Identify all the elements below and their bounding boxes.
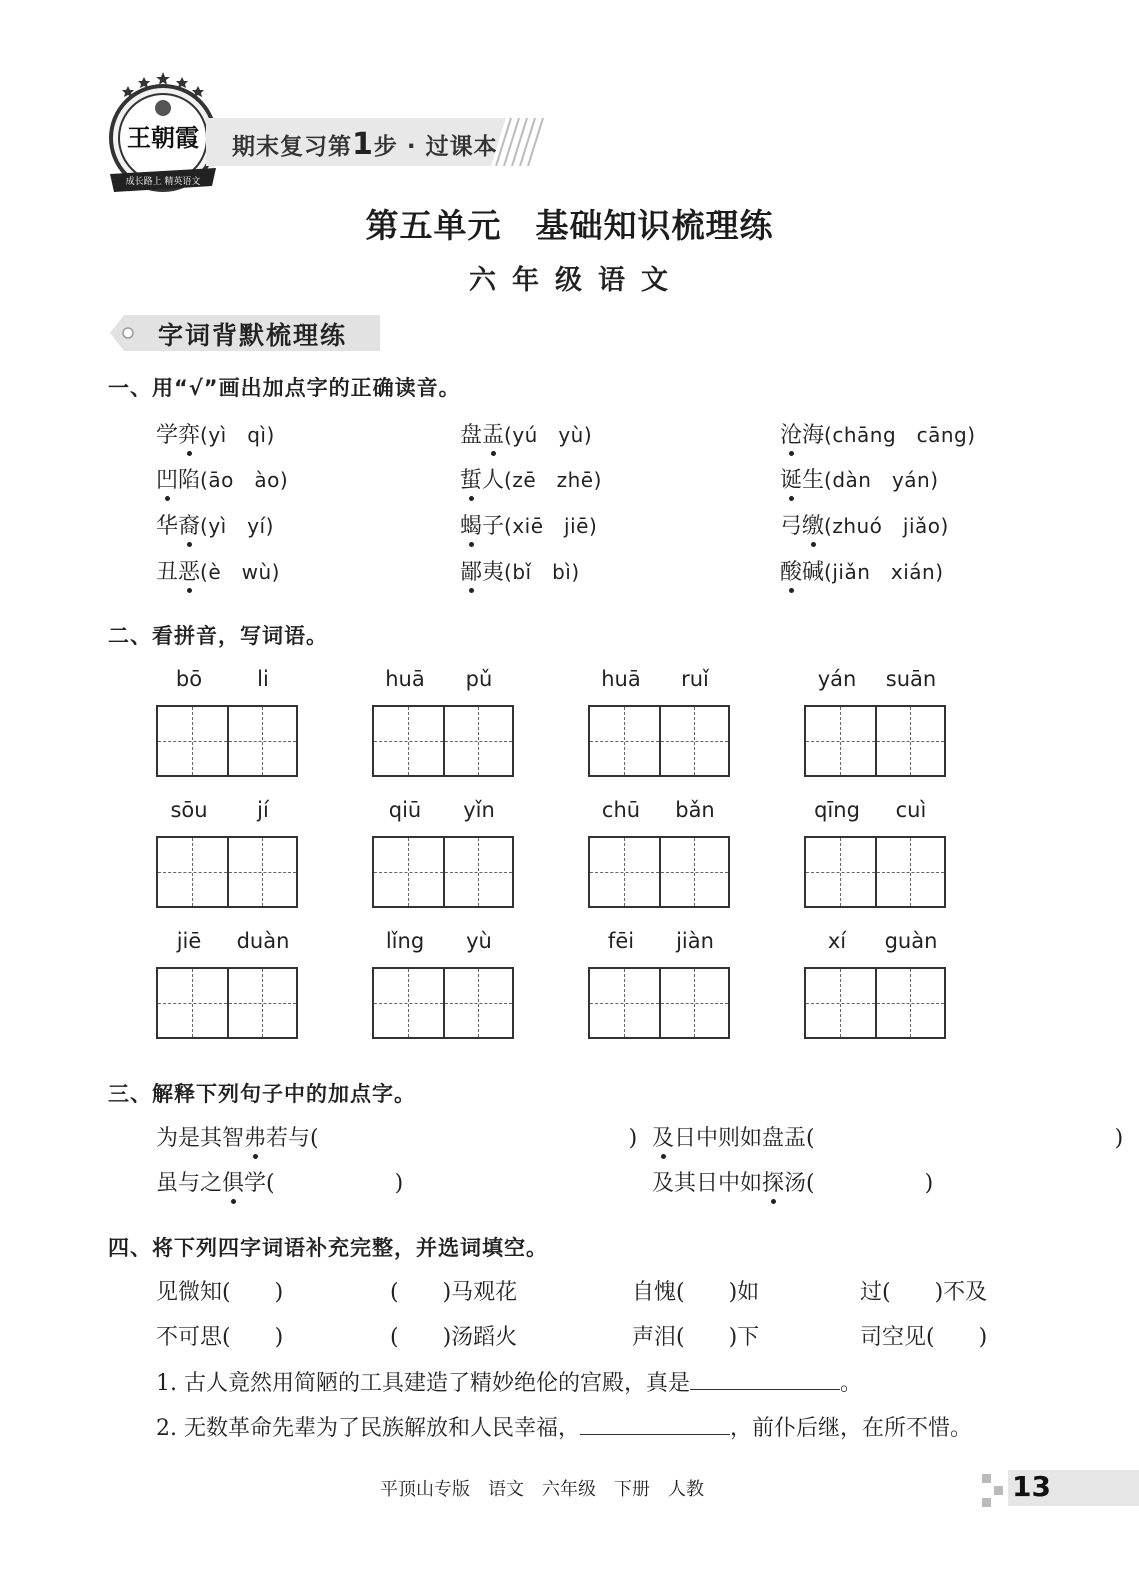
writing-cell[interactable] [227,969,296,1037]
word-prefix: 学 [156,423,179,448]
dotted-character: 鄙 [460,555,482,586]
word-suffix: 生 [802,468,825,493]
question-2-heading: 二、看拼音，写词语。 [108,624,328,648]
pinyin-syllable: qīng [814,798,860,822]
dotted-character: 及 [652,1121,674,1152]
pinyin-options[interactable]: (āo ào) [200,468,289,492]
answer-blank[interactable] [690,1368,840,1390]
pinyin-options[interactable]: (è wù) [200,560,280,584]
pinyin-syllable: bō [175,667,203,691]
decor-square [982,1498,991,1507]
idiom-item: 司空见( ) [860,1325,988,1350]
writing-cell[interactable] [875,838,944,906]
pronunciation-item [780,509,949,540]
seal-name-text: 王朝霞 [127,123,199,152]
writing-grid[interactable] [372,836,514,908]
question-4-heading: 四、将下列四字词语补充完整，并选词填空。 [108,1236,548,1260]
explain-item [156,1121,637,1152]
pinyin-options[interactable]: (yì yí) [200,514,274,538]
writing-cell[interactable] [443,707,512,775]
pinyin-syllable: jí [257,798,269,822]
page-subtitle: 六年级语文 [469,265,684,296]
writing-cell[interactable] [158,707,227,775]
pinyin-syllable: yán [817,667,857,691]
pinyin-syllable: jiàn [676,929,714,953]
fill-sentence-1: 1. 古人竟然用简陋的工具建造了精妙绝伦的宫殿，真是 。 [156,1366,862,1397]
dotted-character: 凹 [156,463,178,494]
pinyin-options[interactable]: (zhuó jiǎo) [824,514,949,538]
pinyin-syllable: fēi [607,929,635,953]
writing-grid[interactable] [156,705,298,777]
pinyin-options[interactable]: (yì qì) [200,423,275,447]
word-prefix: 华 [156,514,179,539]
writing-cell[interactable] [659,838,728,906]
pinyin-options[interactable]: (jiǎn xián) [824,560,944,584]
word-suffix: 子 [482,514,505,539]
idiom-item: 声泪( )下 [632,1325,760,1350]
dotted-character: 酸 [780,555,802,586]
closing-paren: ) [1114,1126,1124,1151]
pinyin-syllable: lǐng [385,929,425,953]
writing-cell[interactable] [374,707,443,775]
pinyin-syllable: xí [827,929,847,953]
pronunciation-item [156,555,280,586]
explain-item [156,1166,403,1197]
sentence-suffix: 学( [244,1171,275,1196]
closing-paren: ) [924,1171,934,1196]
writing-cell[interactable] [875,969,944,1037]
word-prefix: 盘 [460,423,483,448]
pinyin-syllable: chū [601,798,641,822]
writing-grid[interactable] [588,705,730,777]
writing-grid[interactable] [588,967,730,1039]
pinyin-syllable: li [257,667,269,691]
dotted-character: 弗 [244,1121,266,1152]
writing-cell[interactable] [806,969,875,1037]
word-suffix: 碱 [802,560,825,585]
writing-cell[interactable] [590,707,659,775]
sentence-suffix: 若与( [266,1126,319,1151]
pronunciation-item [780,418,976,449]
idiom-item: 见微知( ) [156,1280,284,1305]
page-number: 13 [1012,1470,1051,1503]
explain-item [652,1121,1123,1152]
pinyin-syllable: suān [885,667,937,691]
writing-grid[interactable] [372,967,514,1039]
writing-grid[interactable] [588,836,730,908]
section-tag-label: 字词背默梳理练 [158,321,348,350]
writing-cell[interactable] [227,838,296,906]
writing-cell[interactable] [875,707,944,775]
word-suffix: 海 [802,423,825,448]
writing-cell[interactable] [659,707,728,775]
writing-cell[interactable] [374,969,443,1037]
pinyin-syllable: jiē [176,929,202,953]
dotted-character: 沧 [780,418,802,449]
dotted-character: 探 [762,1166,784,1197]
sentence-suffix: 汤( [784,1171,815,1196]
answer-blank[interactable] [580,1413,730,1435]
writing-cell[interactable] [659,969,728,1037]
word-suffix: 人 [482,468,505,493]
seal-slogan-text: 成长路上 精英语文 [125,177,201,187]
writing-grid[interactable] [804,836,946,908]
writing-grid[interactable] [156,967,298,1039]
pinyin-syllable: ruǐ [681,667,709,691]
pinyin-options[interactable]: (zē zhē) [504,468,602,492]
sentence-prefix: 为是其智 [156,1126,245,1151]
pinyin-syllable: cuì [895,798,927,822]
pinyin-syllable: duàn [236,929,290,953]
fill-sentence-2: 2. 无数革命先辈为了民族解放和人民幸福， ，前仆后继，在所不惜。 [156,1411,972,1442]
dotted-character: 恶 [178,555,200,586]
writing-cell[interactable] [443,838,512,906]
idiom-item: ( )马观花 [390,1280,518,1305]
decor-square [982,1474,991,1483]
pronunciation-item [460,463,602,494]
word-suffix: 陷 [178,468,201,493]
footer-edition: 平顶山专版 语文 六年级 下册 人教 [380,1479,704,1500]
word-prefix: 丑 [156,560,179,585]
writing-grid[interactable] [156,836,298,908]
idiom-item: ( )汤蹈火 [390,1325,518,1350]
pronunciation-item [156,509,274,540]
closing-paren: ) [628,1126,638,1151]
dotted-character: 俱 [222,1166,244,1197]
word-prefix: 弓 [780,514,803,539]
writing-cell[interactable] [806,838,875,906]
sentence-prefix: 虽与之 [156,1171,223,1196]
writing-cell[interactable] [590,969,659,1037]
pinyin-syllable: pǔ [465,667,493,691]
pronunciation-item [460,509,597,540]
writing-cell[interactable] [806,707,875,775]
dotted-character: 诞 [780,463,802,494]
writing-cell[interactable] [374,838,443,906]
writing-grid[interactable] [372,705,514,777]
decor-square [994,1486,1003,1495]
pinyin-syllable: yù [466,929,492,953]
pinyin-syllable: huā [385,667,425,691]
dotted-character: 弈 [178,418,200,449]
pinyin-syllable: huā [601,667,641,691]
word-suffix: 夷 [482,560,505,585]
pinyin-syllable: sōu [170,798,208,822]
pinyin-syllable: yǐn [463,798,495,822]
question-1-heading: 一、用“√”画出加点字的正确读音。 [108,376,461,400]
writing-cell[interactable] [590,838,659,906]
idiom-item: 过( )不及 [860,1280,988,1305]
sentence-suffix: 日中则如盘盂( [674,1126,815,1151]
pronunciation-item [780,555,944,586]
writing-cell[interactable] [443,969,512,1037]
pinyin-options[interactable]: (yú yù) [504,423,593,447]
pronunciation-item [780,463,939,494]
pronunciation-item [460,555,580,586]
idiom-item: 不可思( ) [156,1325,284,1350]
writing-cell[interactable] [158,838,227,906]
question-3-heading: 三、解释下列句子中的加点字。 [108,1082,416,1106]
pinyin-options[interactable]: (dàn yán) [824,468,939,492]
explain-item [652,1166,933,1197]
pronunciation-item [460,418,592,449]
pinyin-syllable: qiū [388,798,422,822]
pinyin-syllable: bǎn [675,798,715,822]
pronunciation-item [156,463,288,494]
writing-grid[interactable] [804,967,946,1039]
banner-title: 期末复习第1步 · 过课本 [232,127,498,162]
pinyin-options[interactable]: (xiē jiē) [504,514,598,538]
closing-paren: ) [394,1171,404,1196]
page-title: 第五单元 基础知识梳理练 [365,206,774,245]
pronunciation-item [156,418,275,449]
pinyin-syllable: guàn [884,929,938,953]
pinyin-options[interactable]: (bǐ bì) [504,560,580,584]
dotted-character: 裔 [178,509,200,540]
idiom-item: 自愧( )如 [632,1280,760,1305]
sentence-prefix: 及其日中如 [652,1171,763,1196]
writing-cell[interactable] [227,707,296,775]
dotted-character: 蜇 [460,463,482,494]
writing-grid[interactable] [804,705,946,777]
dotted-character: 缴 [802,509,824,540]
pinyin-options[interactable]: (chāng cāng) [824,423,976,447]
dotted-character: 蝎 [460,509,482,540]
writing-cell[interactable] [158,969,227,1037]
brand-seal-logo [104,70,222,198]
dotted-character: 盂 [482,418,504,449]
